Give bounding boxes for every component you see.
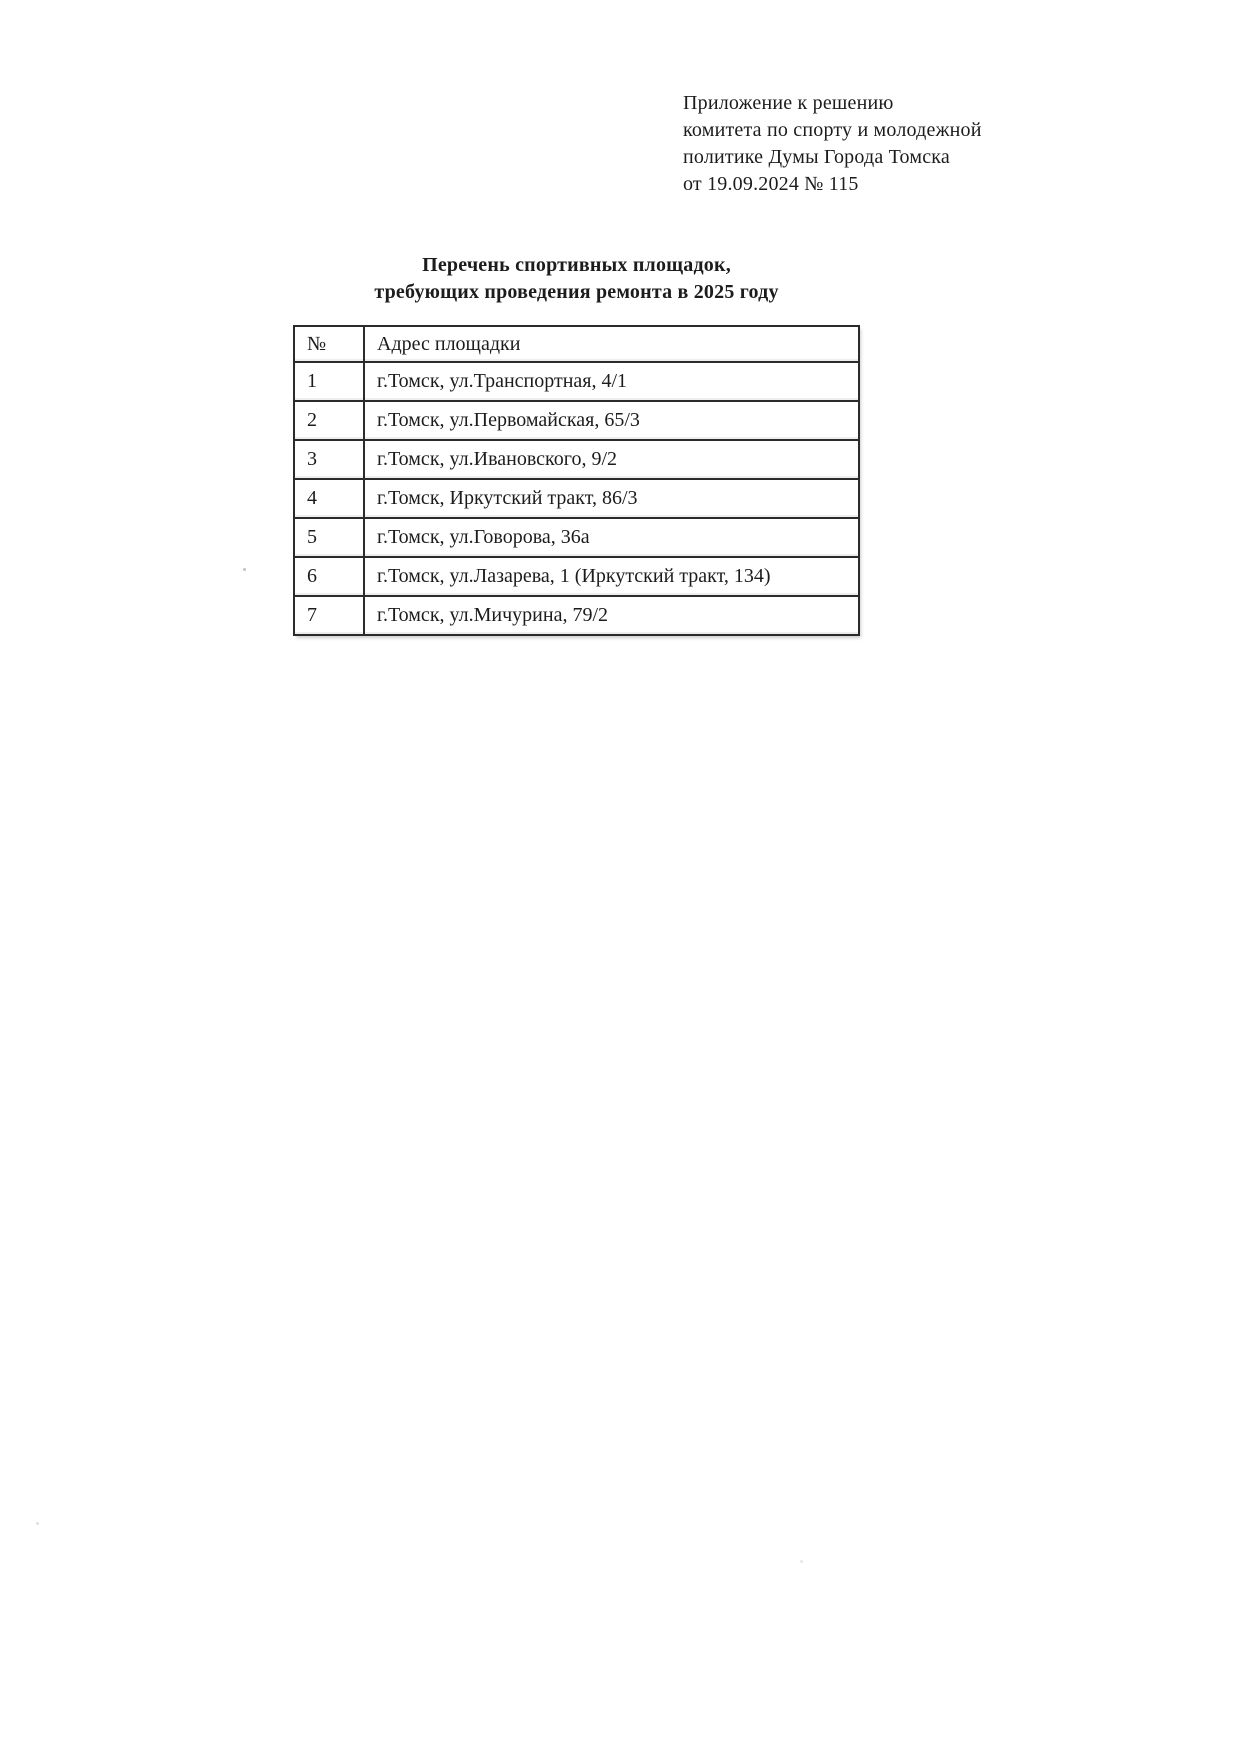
row-number: 5	[294, 518, 364, 557]
table-row	[294, 557, 859, 596]
title-line-2: требующих проведения ремонта в 2025 году	[374, 281, 779, 303]
appendix-line-1: Приложение к решению	[683, 92, 894, 114]
table-row	[294, 362, 859, 401]
document-title	[293, 252, 860, 306]
sports-grounds-table	[293, 325, 860, 636]
title-line-1: Перечень спортивных площадок,	[422, 254, 731, 276]
row-address: г.Томск, ул.Мичурина, 79/2	[364, 596, 859, 635]
column-header-address: Адрес площадки	[364, 326, 859, 362]
table-row	[294, 596, 859, 635]
appendix-block	[683, 90, 982, 198]
scan-speck	[36, 1522, 39, 1525]
row-number: 6	[294, 557, 364, 596]
column-header-number: №	[294, 326, 364, 362]
row-address: г.Томск, ул.Ивановского, 9/2	[364, 440, 859, 479]
appendix-line-4: от 19.09.2024 № 115	[683, 173, 859, 195]
table-row	[294, 479, 859, 518]
row-address: г.Томск, ул.Транспортная, 4/1	[364, 362, 859, 401]
table-row	[294, 518, 859, 557]
row-address: г.Томск, ул.Лазарева, 1 (Иркутский тракт, 134)	[364, 557, 859, 596]
scan-speck	[243, 568, 246, 571]
row-address: г.Томск, ул.Говорова, 36а	[364, 518, 859, 557]
table-row	[294, 440, 859, 479]
row-address: г.Томск, Иркутский тракт, 86/3	[364, 479, 859, 518]
row-number: 1	[294, 362, 364, 401]
row-number: 2	[294, 401, 364, 440]
table-header-row	[294, 326, 859, 362]
row-number: 4	[294, 479, 364, 518]
scan-speck	[800, 1560, 803, 1563]
row-address: г.Томск, ул.Первомайская, 65/3	[364, 401, 859, 440]
appendix-line-3: политике Думы Города Томска	[683, 146, 950, 168]
row-number: 7	[294, 596, 364, 635]
appendix-line-2: комитета по спорту и молодежной	[683, 119, 982, 141]
table-row	[294, 401, 859, 440]
row-number: 3	[294, 440, 364, 479]
table-body	[294, 362, 859, 635]
